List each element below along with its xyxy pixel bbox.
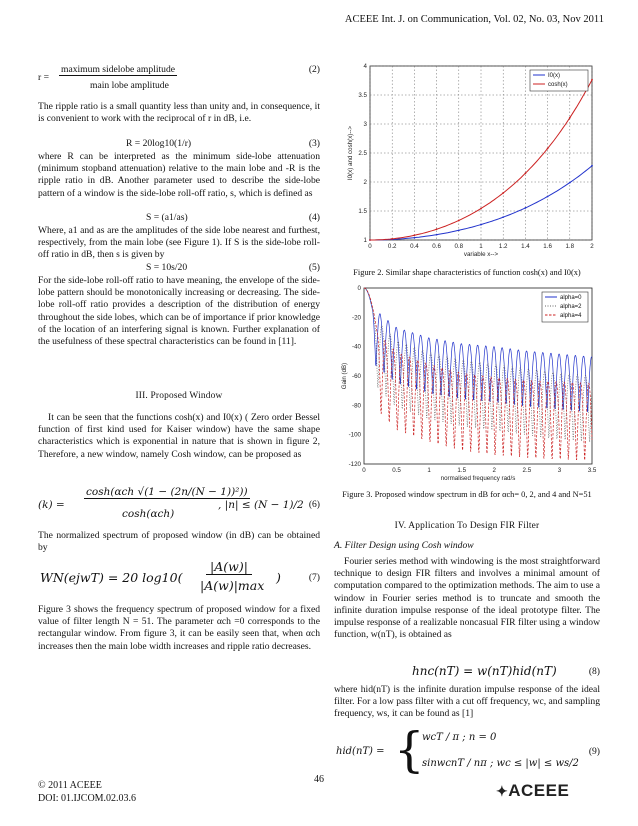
eq2-numerator: maximum sidelobe amplitude xyxy=(61,64,176,75)
eq9-case-1: wcT / π ; n = 0 xyxy=(422,732,497,743)
x-tick-label: 3.5 xyxy=(587,467,597,474)
paragraph-normalized-spectrum: The normalized spectrum of proposed window (in dB) can be obtained by xyxy=(38,530,320,554)
eq7-lhs: WN(ejwT) = 20 log10( xyxy=(40,570,183,585)
eq7-numerator: |A(w)| xyxy=(206,559,252,575)
page-number: 46 xyxy=(314,774,324,785)
y-tick-label: -40 xyxy=(352,343,361,351)
eq8-number: (8) xyxy=(588,666,600,677)
eq6-denominator: cosh(αch) xyxy=(122,508,175,520)
y-tick-label: -120 xyxy=(348,461,361,468)
data-point xyxy=(547,148,549,150)
data-point xyxy=(502,216,504,218)
x-tick-label: 0 xyxy=(368,243,372,250)
eq3-text: R = 20log10(1/r) xyxy=(126,138,192,149)
data-point xyxy=(436,234,438,236)
data-point xyxy=(525,207,527,209)
eq6-number: (6) xyxy=(308,499,320,510)
data-point xyxy=(591,165,593,167)
logo-text: ACEEE xyxy=(508,781,570,800)
legend-entry: I0(x) xyxy=(548,73,560,79)
x-tick-label: 0.6 xyxy=(432,243,441,250)
eq4-number: (4) xyxy=(308,212,320,223)
data-point xyxy=(436,228,438,230)
data-point xyxy=(547,196,549,198)
y-tick-label: -20 xyxy=(352,314,361,322)
equation-8 xyxy=(334,664,600,682)
data-point xyxy=(458,220,460,222)
eq5-text: S = 10s/20 xyxy=(146,262,188,273)
paragraph-figure3-discussion: Figure 3 shows the frequency spectrum of proposed window for a fixed value of filter length N = 51. The parameter αch =0 corresponds to the rectangular window. From figure 3, it can be easily seen that, when αch increases then the main lobe width increases and ripple ratio decreases. xyxy=(38,604,320,652)
equation-5 xyxy=(38,262,320,275)
equation-7 xyxy=(38,556,320,598)
equation-3 xyxy=(38,138,320,151)
data-point xyxy=(391,238,393,240)
x-tick-label: 0.2 xyxy=(387,243,397,250)
eq8-text: hnc(nT) = w(nT)hid(nT) xyxy=(412,664,557,678)
section-heading-proposed-window: III. Proposed Window xyxy=(135,391,223,401)
y-tick-label: 3 xyxy=(363,121,367,128)
figure-2-chart xyxy=(334,60,600,260)
equation-2 xyxy=(38,64,320,94)
eq2-number: (2) xyxy=(308,64,320,75)
paragraph-fourier-series: Fourier series method with windowing is the most straightforward technique to design FIR filters and involves a minimal amount of computation compared to the optimization methods. The aim to use a window in Fourier series method is to truncate and smooth the infinite duration impulse response of the ideal prototype filter. The impulse response of a realizable noncasual FIR filter using a window function, w(nT), is obtained as xyxy=(334,556,600,641)
section-heading-fir-filter: IV. Application To Design FIR Filter xyxy=(394,521,540,531)
y-tick-label: 4 xyxy=(363,63,367,70)
y-tick-label: 3.5 xyxy=(358,92,367,99)
y-tick-label: 0 xyxy=(357,285,361,292)
data-point xyxy=(480,208,482,210)
legend-entry: alpha=4 xyxy=(560,313,582,319)
eq9-brace: { xyxy=(394,722,425,778)
journal-header: ACEEE Int. J. on Communication, Vol. 02, No. 03, Nov 2011 xyxy=(344,14,604,25)
figure-3-caption: Figure 3. Proposed window spectrum in dB for αch= 0, 2, and 4 and N=51 xyxy=(342,490,592,499)
x-tick-label: 1 xyxy=(479,243,483,250)
aceee-logo xyxy=(496,781,569,801)
data-point xyxy=(569,117,571,119)
x-tick-label: 2 xyxy=(590,243,594,250)
figure-2-caption: Figure 2. Similar shape characteristics of function cosh(x) and I0(x) xyxy=(353,268,581,277)
eq9-number: (9) xyxy=(588,746,600,757)
y-axis-label: I0(x) and cosh(x)--> xyxy=(347,125,354,181)
footer-copyright: © 2011 ACEEE xyxy=(38,780,102,791)
x-tick-label: 1 xyxy=(427,467,431,474)
x-tick-label: 0.4 xyxy=(410,243,419,250)
eq6-condition: , |n| ≤ (N − 1)/2 xyxy=(218,499,304,511)
data-point xyxy=(369,239,371,241)
y-tick-label: 1 xyxy=(363,237,367,244)
paragraph-ideal-filter: where hid(nT) is the infinite duration impulse response of the ideal filter. For a low pass filter with a cut off frequency, wc, and sampling frequency, ws, it can be found as [1] xyxy=(334,684,600,720)
legend-entry: alpha=2 xyxy=(560,304,582,310)
y-axis-label: Gain (dB) xyxy=(341,362,348,390)
x-tick-label: 2.5 xyxy=(522,467,532,474)
data-point xyxy=(502,192,504,194)
equation-6 xyxy=(38,486,320,526)
x-tick-label: 1.8 xyxy=(565,243,575,250)
subsection-heading-cosh-design: A. Filter Design using Cosh window xyxy=(334,540,474,551)
y-tick-label: 1.5 xyxy=(358,208,367,215)
footer-doi: DOI: 01.IJCOM.02.03.6 xyxy=(38,793,137,804)
equation-4 xyxy=(38,212,320,225)
logo-mark-icon: ✦ xyxy=(496,783,509,799)
legend-entry: alpha=0 xyxy=(560,295,582,301)
eq6-lhs: (k) = xyxy=(38,499,65,511)
eq2-lhs: r = xyxy=(38,72,50,83)
eq7-rhs: ) xyxy=(276,570,281,585)
data-point xyxy=(525,172,527,174)
y-tick-label: 2 xyxy=(363,179,367,186)
x-axis-label: normalised frequency rad/s xyxy=(440,475,516,482)
paragraph-roll-off: For the side-lobe roll-off ratio to have meaning, the envelope of the side-lobe pattern should be monotonically increasing or decreasing. The side-lobe roll-off ratio provides a description of the distribution of energy throughout the side lobes, which can be of importance if prior knowledge of the location of an interfering signal is known. Further explanation of the usefulness of these spectral characteristics can be found in [11]. xyxy=(38,275,320,348)
x-tick-label: 0.5 xyxy=(392,467,401,474)
x-tick-label: 1.6 xyxy=(543,243,552,250)
x-tick-label: 1.5 xyxy=(457,467,467,474)
x-tick-label: 0.8 xyxy=(454,243,464,250)
y-tick-label: -100 xyxy=(348,431,361,439)
data-point xyxy=(480,224,482,226)
eq9-case-2: sinwcnT / nπ ; wc ≤ |w| ≤ ws/2 xyxy=(422,758,579,769)
x-tick-label: 3 xyxy=(557,467,562,474)
eq7-number: (7) xyxy=(308,572,320,583)
eq5-number: (5) xyxy=(308,262,320,273)
eq4-text: S = (a1/as) xyxy=(146,212,188,223)
x-tick-label: 1.4 xyxy=(521,243,530,250)
data-point xyxy=(569,182,571,184)
paragraph-ripple-ratio: The ripple ratio is a small quantity less than unity and, in consequence, it is convenient to work with the reciprocal of r in dB, i.e. xyxy=(38,101,320,125)
paragraph-cosh-window: It can be seen that the functions cosh(x) and I0(x) ( Zero order Bessel function of first kind used for Kaiser window) have the same shape characteristics which is exponential in nature that is shown in figure 2, Therefore, a new window, namely Cosh window, can be proposed as xyxy=(38,412,320,460)
data-point xyxy=(591,79,593,81)
paragraph-amplitudes: Where, a1 and as are the amplitudes of the side lobe nearest and furthest, respectively, from the main lobe (see Figure 1). If S is the side-lobe roll-off ratio in dB, then s is given by xyxy=(38,225,320,261)
x-tick-label: 0 xyxy=(362,467,366,474)
legend-entry: cosh(x) xyxy=(548,82,568,88)
figure-3-chart xyxy=(334,284,600,484)
eq3-number: (3) xyxy=(308,138,320,149)
y-tick-label: 2.5 xyxy=(358,150,367,157)
x-axis-label: variable x--> xyxy=(463,251,499,258)
paragraph-side-lobe: where R can be interpreted as the minimum side-lobe attenuation (minimum stopband attenuation) relative to the main lobe and -R is the ripple ratio in dB. Another parameter used to describe the side-lobe pattern of a window is the side-lobe roll-off ratio, s, which is defined as xyxy=(38,151,320,199)
x-tick-label: 1.2 xyxy=(498,243,508,250)
y-tick-label: -80 xyxy=(352,402,361,410)
x-tick-label: 2 xyxy=(492,467,497,474)
eq2-denominator: main lobe amplitude xyxy=(90,80,169,91)
equation-9 xyxy=(334,724,600,780)
eq9-lhs: hid(nT) = xyxy=(336,746,385,757)
y-tick-label: -60 xyxy=(352,373,361,380)
eq6-numerator: cosh(αch √(1 − (2n/(N − 1))²)) xyxy=(86,486,248,498)
data-point xyxy=(414,237,416,239)
eq7-denominator: |A(w)|max xyxy=(200,578,265,593)
data-point xyxy=(458,229,460,231)
data-point xyxy=(414,234,416,236)
